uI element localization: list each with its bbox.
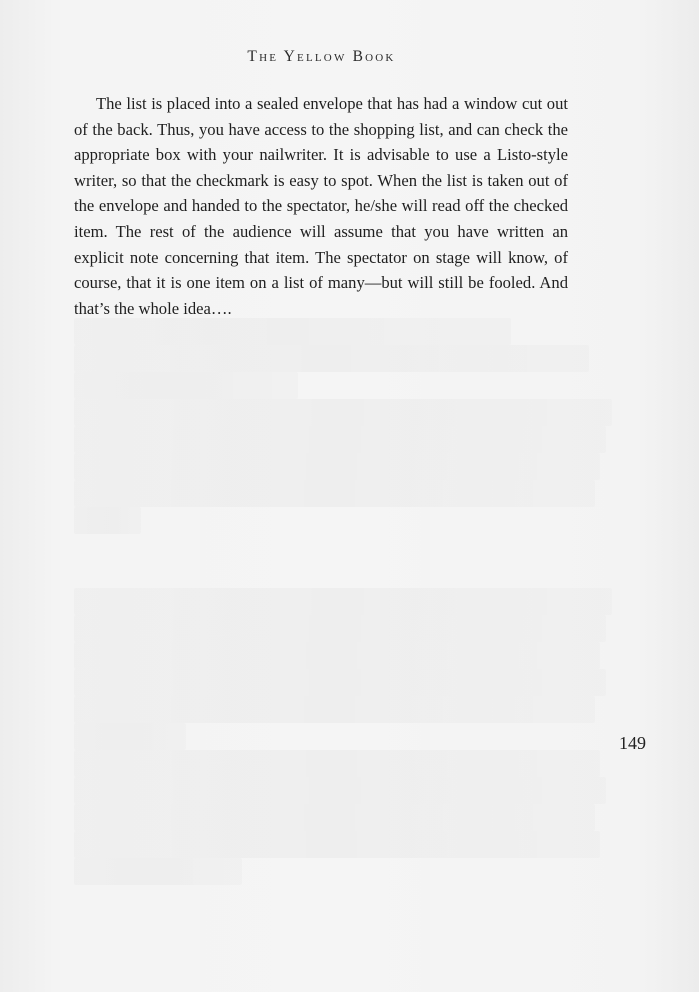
bleed-through-line (74, 750, 600, 777)
bleed-through-line (74, 372, 298, 399)
body-text (74, 91, 568, 321)
bleed-through-line (74, 507, 141, 534)
bleed-through-text (74, 318, 634, 885)
bleed-through-line (74, 831, 600, 858)
page-number: 149 (619, 733, 646, 753)
bleed-through-line (74, 615, 606, 642)
bleed-through-line (74, 723, 186, 750)
paragraph: The list is placed into a sealed envelope that has had a window cut out of the back. Thus, you have access to the shopping list, and can check the appropriate box with your nailwriter. It is advisable to use a Listo-style writer, so that the checkmark is easy to spot. When the list is taken out of the envelope and handed to the spectator, he/she will read off the checked item. The rest of the audience will assume that you have written an explicit note concerning that item. The spectator on stage will know, of course, that it is one item on a list of many—but will still be fooled. And that’s the whole idea…. (74, 94, 568, 318)
bleed-through-line (74, 453, 600, 480)
bleed-through-line (74, 588, 612, 615)
bleed-through-line (74, 669, 606, 696)
bleed-through-line (74, 318, 511, 345)
bleed-through-line (74, 480, 595, 507)
bleed-through-line (74, 696, 595, 723)
bleed-through-line (74, 345, 589, 372)
bleed-through-line (74, 804, 595, 831)
bleed-through-line (74, 858, 242, 885)
bleed-through-line (74, 399, 612, 426)
running-head: The Yellow Book (247, 48, 396, 65)
bleed-through-line (74, 642, 600, 669)
bleed-through-line (74, 426, 606, 453)
bleed-through-line (74, 777, 606, 804)
